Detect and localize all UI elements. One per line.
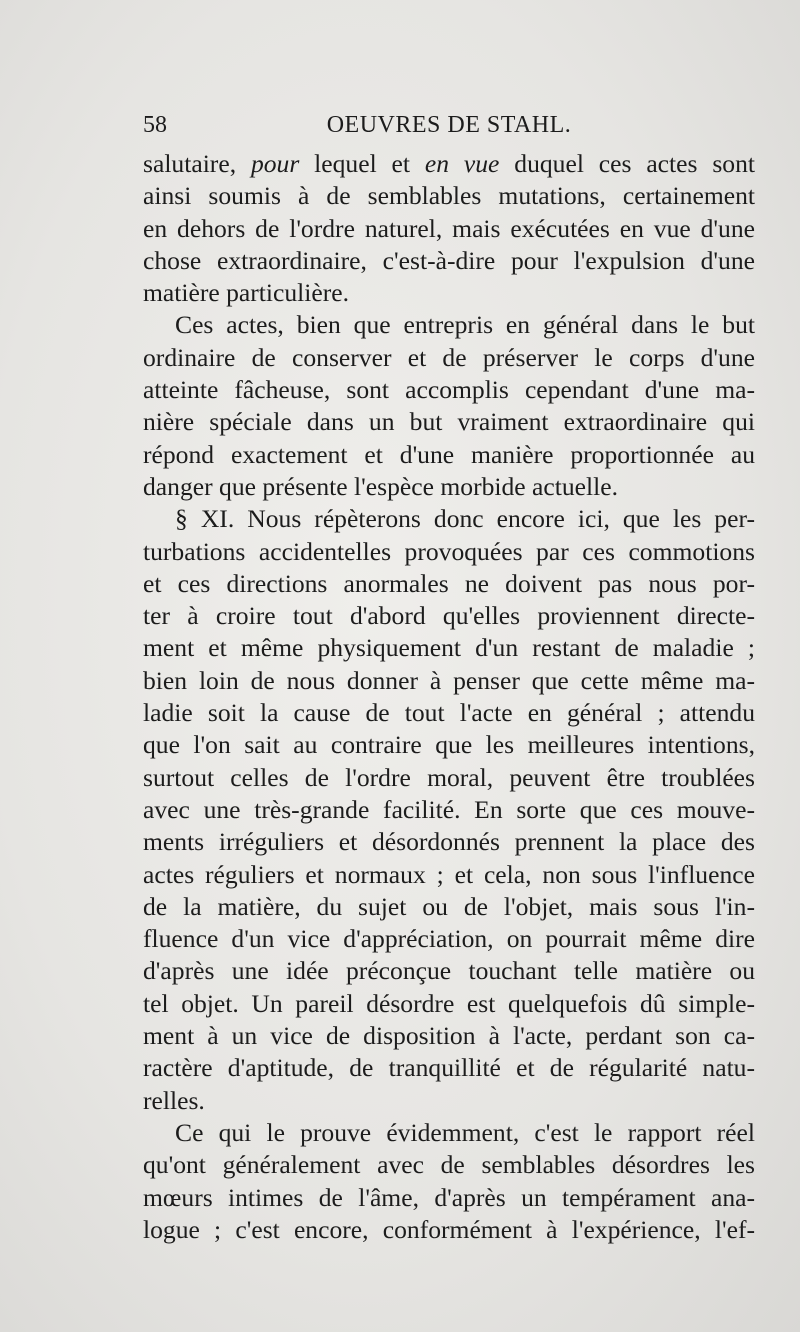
text-line: nière spéciale dans un but vraiment extraordinaire qui (143, 407, 755, 437)
text-line: § XI. Nous répèterons donc encore ici, que les per- (175, 504, 755, 534)
text-line: que l'on sait au contraire que les meilleures intentions, (143, 730, 755, 760)
text-line: d'après une idée préconçue touchant telle matière ou (143, 956, 755, 986)
text-line: logue ; c'est encore, conformément à l'expérience, l'ef- (143, 1214, 755, 1244)
text-line: Ce qui le prouve évidemment, c'est le rapport réel (175, 1117, 755, 1147)
text-line: surtout celles de l'ordre moral, peuvent être troublées (143, 762, 755, 792)
text-line: ainsi soumis à de semblables mutations, certainement (143, 181, 755, 211)
text-line: chose extraordinaire, c'est-à-dire pour l'expulsion d'une (143, 245, 755, 275)
text-line: avec une très-grande facilité. En sorte que ces mouve- (143, 794, 755, 824)
text-line: en dehors de l'ordre naturel, mais exécutées en vue d'une (143, 213, 755, 243)
text-line: Ces actes, bien que entrepris en général dans le but (175, 310, 755, 340)
text-line: matière particulière. (143, 278, 350, 308)
page-number: 58 (143, 112, 167, 138)
text-line: ractère d'aptitude, de tranquillité et de régularité natu- (143, 1053, 755, 1083)
text-line: salutaire, pour lequel et en vue duquel ces actes sont (143, 149, 755, 178)
text-line: ment à un vice de disposition à l'acte, perdant son ca- (143, 1021, 755, 1051)
text-line: ladie soit la cause de tout l'acte en général ; attendu (143, 698, 755, 728)
text-line: de la matière, du sujet ou de l'objet, mais sous l'in- (143, 891, 755, 921)
running-title: OEUVRES DE STAHL. (326, 112, 572, 138)
text-line: fluence d'un vice d'appréciation, on pourrait même dire (143, 924, 755, 954)
text-line: ter à croire tout d'abord qu'elles proviennent directe- (143, 601, 755, 631)
page-header (143, 108, 755, 142)
text-line: tel objet. Un pareil désordre est quelquefois dû simple- (143, 988, 755, 1018)
text-line: mœurs intimes de l'âme, d'après un tempérament ana- (143, 1182, 755, 1212)
text-line: répond exactement et d'une manière proportionnée au (143, 439, 755, 469)
body-text (143, 148, 755, 1246)
text-line: danger que présente l'espèce morbide actuelle. (143, 471, 619, 501)
text-line: actes réguliers et normaux ; et cela, non sous l'influence (143, 859, 755, 889)
text-line: turbations accidentelles provoquées par ces commotions (143, 536, 755, 566)
text-line: bien loin de nous donner à penser que cette même ma- (143, 665, 755, 695)
text-line: et ces directions anormales ne doivent pas nous por- (143, 568, 755, 598)
text-line: ment et même physiquement d'un restant de maladie ; (143, 633, 755, 663)
text-line: ordinaire de conserver et de préserver le corps d'une (143, 342, 755, 372)
text-line: atteinte fâcheuse, sont accomplis cependant d'une ma- (143, 375, 755, 405)
text-line: qu'ont généralement avec de semblables désordres les (143, 1150, 755, 1180)
text-line: relles. (143, 1085, 205, 1115)
text-line: ments irréguliers et désordonnés prennent la place des (143, 827, 755, 857)
